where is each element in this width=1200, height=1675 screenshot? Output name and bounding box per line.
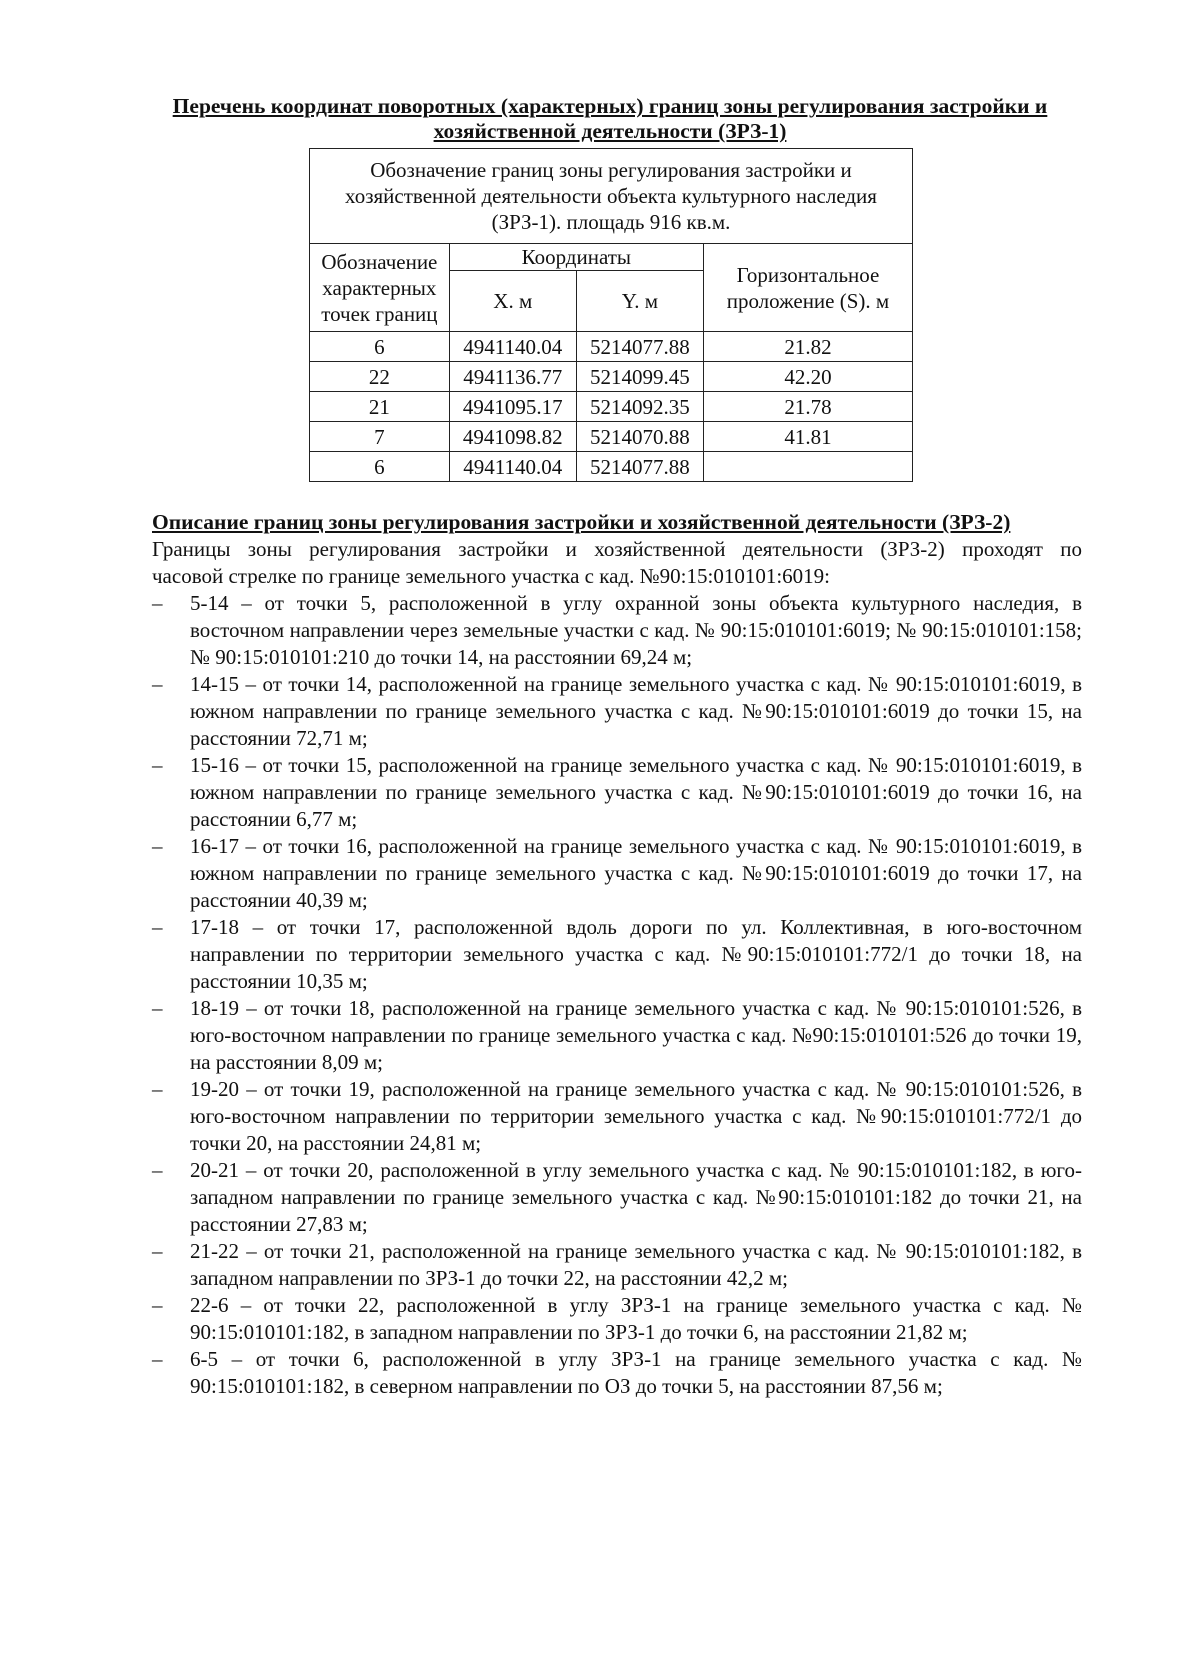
segment-text: 14-15 – от точки 14, расположенной на границе земельного участка с кад. № 90:15:010101:6019, в южном направлении по границе земельного участка с кад. №90:15:010101:6019 до точки 15, на расстоянии 72,71 м; xyxy=(190,672,1082,750)
table-row xyxy=(310,422,913,452)
cell-x: 4941140.04 xyxy=(449,452,576,482)
list-item xyxy=(152,914,1082,995)
boundary-description-title: Описание границ зоны регулирования застройки и хозяйственной деятельности (ЗРЗ-2) xyxy=(152,510,1011,534)
list-item xyxy=(152,995,1082,1076)
list-dash: – xyxy=(152,1347,163,1371)
list-dash: – xyxy=(152,753,163,777)
cell-point: 21 xyxy=(310,392,450,422)
cell-y: 5214077.88 xyxy=(576,332,703,362)
cell-point: 7 xyxy=(310,422,450,452)
segment-text: 6-5 – от точки 6, расположенной в углу ЗРЗ-1 на границе земельного участка с кад. № 90:15:010101:182, в северном направлении по ОЗ до точки 5, на расстоянии 87,56 м; xyxy=(190,1347,1082,1398)
list-item xyxy=(152,752,1082,833)
segment-text: 19-20 – от точки 19, расположенной на границе земельного участка с кад. № 90:15:010101:526, в юго-восточном направлении по территории земельного участка с кад. №90:15:010101:772/1 до точки 20, на расстоянии 24,81 м; xyxy=(190,1077,1082,1155)
list-item xyxy=(152,1346,1082,1400)
segment-text: 16-17 – от точки 16, расположенной на границе земельного участка с кад. № 90:15:010101:6019, в южном направлении по границе земельного участка с кад. №90:15:010101:6019 до точки 17, на расстоянии 40,39 м; xyxy=(190,834,1082,912)
cell-y: 5214099.45 xyxy=(576,362,703,392)
list-item xyxy=(152,671,1082,752)
cell-distance: 21.78 xyxy=(703,392,912,422)
cell-x: 4941095.17 xyxy=(449,392,576,422)
cell-point: 22 xyxy=(310,362,450,392)
list-dash: – xyxy=(152,591,163,615)
table-caption: Обозначение границ зоны регулирования застройки и хозяйственной деятельности объекта культурного наследия (ЗРЗ-1). площадь 916 кв.м. xyxy=(310,149,913,244)
list-dash: – xyxy=(152,834,163,858)
cell-point: 6 xyxy=(310,452,450,482)
segment-text: 21-22 – от точки 21, расположенной на границе земельного участка с кад. № 90:15:010101:182, в западном направлении по ЗРЗ-1 до точки 22, на расстоянии 42,2 м; xyxy=(190,1239,1082,1290)
cell-y: 5214077.88 xyxy=(576,452,703,482)
header-distance: Горизонтальное проложение (S). м xyxy=(703,244,912,332)
cell-y: 5214070.88 xyxy=(576,422,703,452)
table-row xyxy=(310,332,913,362)
coordinates-table xyxy=(309,148,913,482)
list-dash: – xyxy=(152,1239,163,1263)
segment-text: 17-18 – от точки 17, расположенной вдоль дороги по ул. Коллективная, в юго-восточном направлении по территории земельного участка с кад. №90:15:010101:772/1 до точки 18, на расстоянии 10,35 м; xyxy=(190,915,1082,993)
list-dash: – xyxy=(152,1077,163,1101)
cell-point: 6 xyxy=(310,332,450,362)
cell-x: 4941136.77 xyxy=(449,362,576,392)
list-item xyxy=(152,833,1082,914)
table-row xyxy=(310,452,913,482)
list-item xyxy=(152,590,1082,671)
header-y: Y. м xyxy=(576,271,703,332)
segment-text: 15-16 – от точки 15, расположенной на границе земельного участка с кад. № 90:15:010101:6019, в южном направлении по границе земельного участка с кад. №90:15:010101:6019 до точки 16, на расстоянии 6,77 м; xyxy=(190,753,1082,831)
list-dash: – xyxy=(152,672,163,696)
intro-line: часовой стрелке по границе земельного участка с кад. №90:15:010101:6019: xyxy=(152,564,831,588)
header-points: Обозначение характерных точек границ xyxy=(310,244,450,332)
boundary-intro xyxy=(152,536,1082,590)
header-coordinates: Координаты xyxy=(449,244,703,271)
cell-y: 5214092.35 xyxy=(576,392,703,422)
segment-text: 20-21 – от точки 20, расположенной в углу земельного участка с кад. № 90:15:010101:182, в юго-западном направлении по границе земельного участка с кад. №90:15:010101:182 до точки 21, на расстоянии 27,83 м; xyxy=(190,1158,1082,1236)
segment-text: 22-6 – от точки 22, расположенной в углу ЗРЗ-1 на границе земельного участка с кад. № 90:15:010101:182, в западном направлении по ЗРЗ-1 до точки 6, на расстоянии 21,82 м; xyxy=(190,1293,1082,1344)
list-item xyxy=(152,1076,1082,1157)
cell-distance: 41.81 xyxy=(703,422,912,452)
segment-text: 5-14 – от точки 5, расположенной в углу охранной зоны объекта культурного наследия, в восточном направлении через земельные участки с кад. № 90:15:010101:6019; № 90:15:010101:158; № 90:15:010101:210 до точки 14, на расстоянии 69,24 м; xyxy=(190,591,1082,669)
coordinates-list-title: Перечень координат поворотных (характерных) границ зоны регулирования застройки и хозяйственной деятельности (ЗРЗ-1) xyxy=(172,94,1048,143)
table-row xyxy=(310,362,913,392)
boundary-segments-list xyxy=(152,590,1082,1400)
list-dash: – xyxy=(152,915,163,939)
header-x: X. м xyxy=(449,271,576,332)
list-dash: – xyxy=(152,1158,163,1182)
cell-distance: 42.20 xyxy=(703,362,912,392)
segment-text: 18-19 – от точки 18, расположенной на границе земельного участка с кад. № 90:15:010101:526, в юго-восточном направлении по границе земельного участка с кад. №90:15:010101:526 до точки 19, на расстоянии 8,09 м; xyxy=(190,996,1082,1074)
list-dash: – xyxy=(152,996,163,1020)
list-item xyxy=(152,1238,1082,1292)
list-item xyxy=(152,1292,1082,1346)
cell-distance xyxy=(703,452,912,482)
cell-x: 4941098.82 xyxy=(449,422,576,452)
table-row xyxy=(310,392,913,422)
cell-x: 4941140.04 xyxy=(449,332,576,362)
cell-distance: 21.82 xyxy=(703,332,912,362)
list-item xyxy=(152,1157,1082,1238)
list-dash: – xyxy=(152,1293,163,1317)
intro-line: Границы зоны регулирования застройки и хозяйственной деятельности (ЗРЗ-2) проходят по xyxy=(152,537,1082,561)
